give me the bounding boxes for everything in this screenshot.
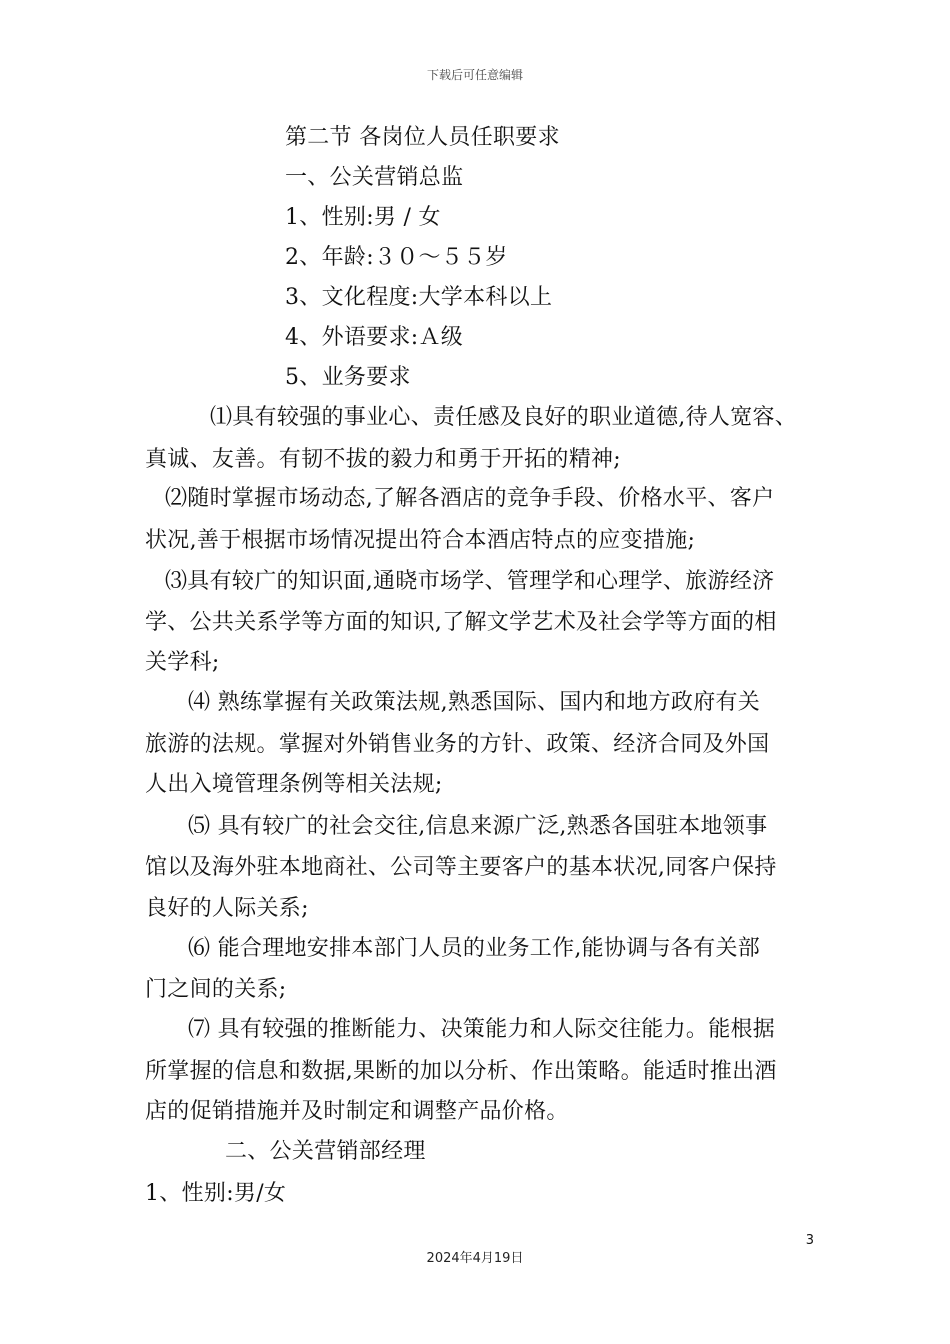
requirement-2-line-2: 状况,善于根据市场情况提出符合本酒店特点的应变措施;: [145, 528, 696, 553]
requirement-1-line-2: 真诚、友善。有韧不拔的毅力和勇于开拓的精神;: [145, 447, 622, 472]
position-1-business: 5、业务要求: [285, 365, 411, 390]
requirement-4-line-2: 旅游的法规。掌握对外销售业务的方针、政策、经济合同及外国: [145, 732, 770, 757]
requirement-2-line-1: ⑵随时掌握市场动态,了解各酒店的竞争手段、价格水平、客户: [165, 486, 775, 511]
requirement-3-line-2: 学、公共关系学等方面的知识,了解文学艺术及社会学等方面的相: [145, 610, 777, 635]
position-2-gender: 1、性别:男/女: [145, 1181, 287, 1206]
requirement-7-line-2: 所掌握的信息和数据,果断的加以分析、作出策略。能适时推出酒: [145, 1059, 777, 1084]
section-title: 第二节 各岗位人员任职要求: [285, 125, 560, 150]
position-1-education: 3、文化程度:大学本科以上: [285, 285, 553, 310]
requirement-4-line-3: 人出入境管理条例等相关法规;: [145, 772, 443, 797]
requirement-5-line-3: 良好的人际关系;: [145, 896, 309, 921]
position-2-heading: 二、公关营销部经理: [225, 1139, 426, 1164]
requirement-6-line-1: ⑹ 能合理地安排本部门人员的业务工作,能协调与各有关部: [188, 936, 761, 961]
requirement-4-line-1: ⑷ 熟练掌握有关政策法规,熟悉国际、国内和地方政府有关: [188, 690, 761, 715]
page-number: 3: [805, 1233, 814, 1248]
requirement-5-line-2: 馆以及海外驻本地商社、公司等主要客户的基本状况,同客户保持: [145, 855, 777, 880]
requirement-3-line-1: ⑶具有较广的知识面,通晓市场学、管理学和心理学、旅游经济: [165, 569, 775, 594]
page-footer-date: 2024年4月19日: [426, 1251, 524, 1266]
requirement-5-line-1: ⑸ 具有较广的社会交往,信息来源广泛,熟悉各国驻本地领事: [188, 814, 768, 839]
position-1-gender: 1、性别:男 / 女: [285, 205, 441, 230]
requirement-7-line-1: ⑺ 具有较强的推断能力、决策能力和人际交往能力。能根据: [188, 1017, 776, 1042]
requirement-3-line-3: 关学科;: [145, 650, 220, 675]
requirement-6-line-2: 门之间的关系;: [145, 977, 287, 1002]
requirement-1-line-1: ⑴具有较强的事业心、责任感及良好的职业道德,待人宽容、: [210, 405, 798, 430]
position-1-age: 2、年龄:３０～５５岁: [285, 245, 508, 270]
requirement-7-line-3: 店的促销措施并及时制定和调整产品价格。: [145, 1099, 569, 1124]
page-header: 下载后可任意编辑: [426, 68, 523, 82]
position-1-heading: 一、公关营销总监: [285, 165, 464, 190]
position-1-language: 4、外语要求:Ａ级: [285, 325, 464, 350]
